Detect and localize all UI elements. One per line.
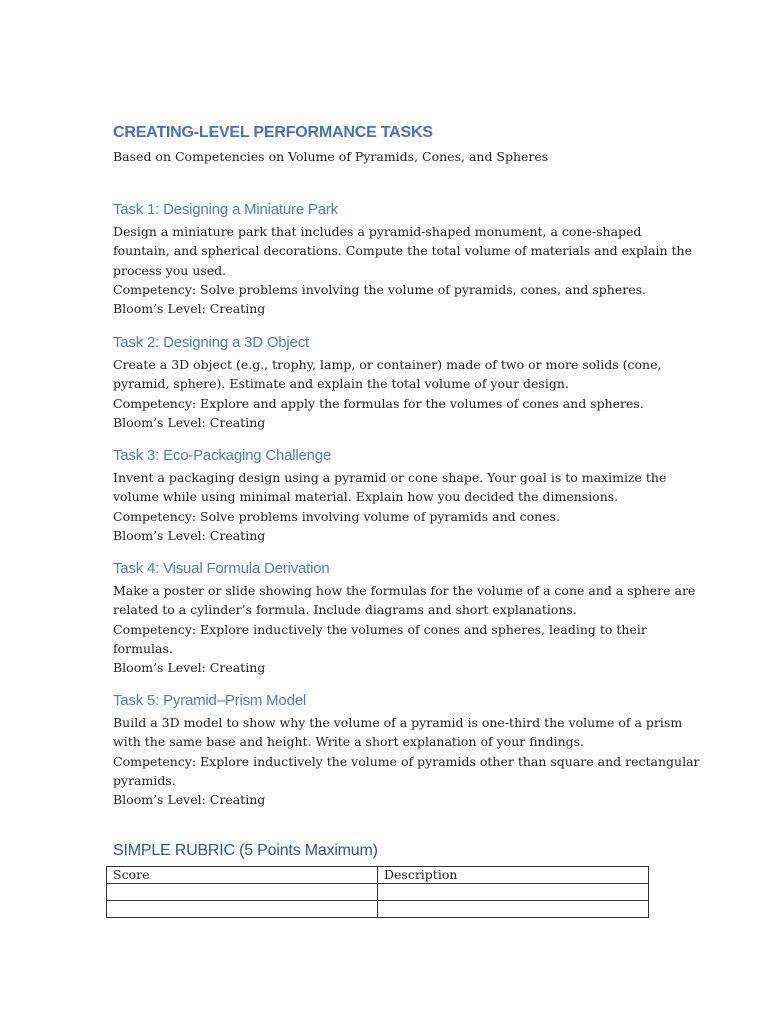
task-section	[113, 200, 692, 318]
task-competency: Competency: Explore and apply the formulas for the volumes of cones and spheres.	[113, 395, 644, 411]
task-heading: Task 1: Designing a Miniature Park	[113, 201, 338, 218]
task-section	[113, 691, 700, 809]
document-subtitle: Based on Competencies on Volume of Pyramids, Cones, and Spheres	[113, 149, 549, 164]
task-heading: Task 2: Designing a 3D Object	[113, 334, 309, 351]
task-competency: Competency: Solve problems involving volume of pyramids and cones.	[113, 508, 560, 524]
task-blooms-level: Bloom’s Level: Creating	[113, 660, 266, 676]
task-body	[113, 222, 692, 318]
rubric-title: SIMPLE RUBRIC (5 Points Maximum)	[113, 842, 378, 859]
task-text-line: process you used.	[113, 262, 227, 278]
rubric-cell	[378, 884, 649, 901]
task-competency: formulas.	[113, 640, 173, 656]
task-text-line: with the same base and height. Write a short explanation of your findings.	[113, 734, 585, 750]
task-body	[113, 468, 673, 545]
task-heading: Task 4: Visual Formula Derivation	[113, 560, 330, 577]
task-body	[113, 581, 696, 677]
task-text-line: Build a 3D model to show why the volume of a pyramid is one-third the volume of a prism	[113, 715, 683, 730]
task-section	[113, 446, 673, 545]
rubric-cell	[107, 901, 378, 918]
task-competency: Competency: Explore inductively the volume of pyramids other than square and rectangular	[113, 753, 700, 769]
rubric-cell	[378, 901, 649, 918]
task-competency: Competency: Solve problems involving the volume of pyramids, cones, and spheres.	[113, 281, 647, 297]
task-competency: pyramids.	[113, 772, 176, 788]
task-blooms-level: Bloom’s Level: Creating	[113, 414, 266, 430]
task-text-line: Make a poster or slide showing how the formulas for the volume of a cone and a sphere are	[113, 583, 696, 598]
task-text-line: Design a miniature park that includes a pyramid-shaped monument, a cone-shaped	[113, 224, 642, 239]
table-row	[107, 901, 649, 918]
document-title: CREATING-LEVEL PERFORMANCE TASKS	[113, 124, 433, 141]
rubric-header-score: Score	[107, 867, 378, 884]
rubric-header-row	[107, 867, 649, 884]
task-text-line: fountain, and spherical decorations. Compute the total volume of materials and explain the	[113, 243, 692, 259]
task-heading: Task 5: Pyramid–Prism Model	[113, 692, 306, 709]
task-section	[113, 333, 673, 432]
task-blooms-level: Bloom’s Level: Creating	[113, 301, 266, 317]
task-blooms-level: Bloom’s Level: Creating	[113, 527, 266, 543]
task-text-line: related to a cylinder’s formula. Include diagrams and short explanations.	[113, 602, 577, 618]
task-text-line: volume while using minimal material. Explain how you decided the dimensions.	[113, 489, 619, 505]
task-blooms-level: Bloom’s Level: Creating	[113, 792, 266, 808]
rubric-header-description: Description	[378, 867, 649, 884]
table-row	[107, 884, 649, 901]
rubric-cell	[107, 884, 378, 901]
task-body	[113, 355, 673, 432]
task-competency: Competency: Explore inductively the volumes of cones and spheres, leading to their	[113, 621, 647, 637]
rubric-table	[106, 866, 649, 918]
task-text-line: Create a 3D object (e.g., trophy, lamp, or container) made of two or more solids (cone,	[113, 357, 662, 372]
task-text-line: pyramid, sphere). Estimate and explain the total volume of your design.	[113, 376, 569, 392]
task-text-line: Invent a packaging design using a pyramid or cone shape. Your goal is to maximize the	[113, 470, 667, 485]
task-body	[113, 713, 700, 809]
task-section	[113, 559, 696, 677]
task-heading: Task 3: Eco-Packaging Challenge	[113, 447, 332, 464]
